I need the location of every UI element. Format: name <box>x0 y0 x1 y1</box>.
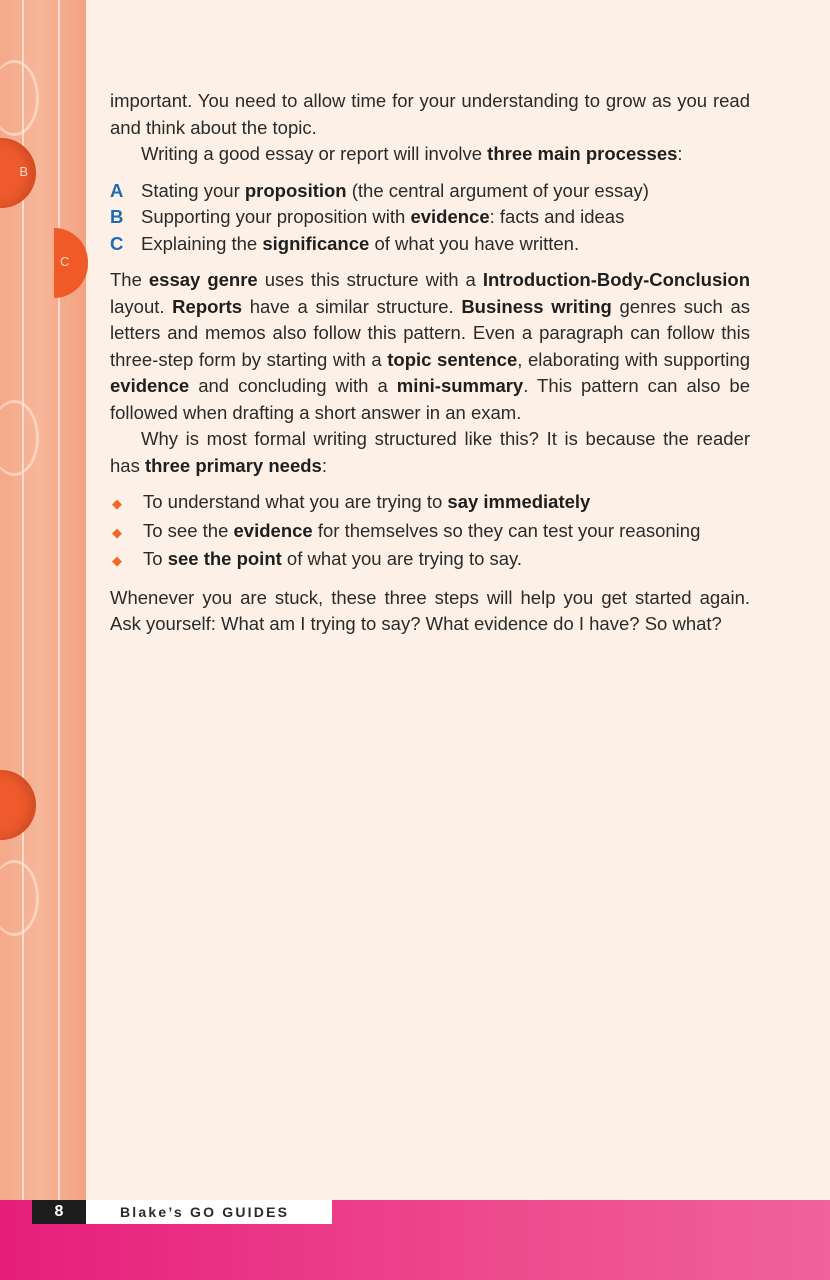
paragraph: The essay genre uses this structure with a Introduction-Body-Conclusion layout. Reports have a similar structure. Business writing genres such as letters and memos also follow this pattern. Even a paragraph can follow this three-step form by starting with a topic sentence, elaborating with supporting evidence and concluding with a mini-summary. This pattern can also be followed when drafting a short answer in an exam. <box>110 269 751 423</box>
decorative-tab-strip <box>0 0 86 1200</box>
paragraph: Why is most formal writing structured like this? It is because the reader has three primary needs: <box>110 428 750 476</box>
strip-ring <box>0 60 39 136</box>
list-item: ◆ To see the evidence for themselves so they can test your reasoning <box>110 518 750 547</box>
page-number: 8 <box>32 1200 86 1224</box>
page-body <box>110 88 750 638</box>
paragraph: important. You need to allow time for your understanding to grow as you read and think about the topic. <box>110 90 750 138</box>
strip-line <box>58 0 60 1200</box>
step-letter: A <box>110 179 124 201</box>
list-item: C Explaining the significance of what you have written. <box>110 231 750 258</box>
index-tab <box>0 770 36 840</box>
index-tab-b: B <box>0 138 36 208</box>
needs-list <box>110 489 750 575</box>
strip-ring <box>0 400 39 476</box>
step-list <box>110 178 750 258</box>
series-title: Blake’s GO GUIDES <box>86 1200 332 1224</box>
list-item: ◆ To understand what you are trying to say immediately <box>110 489 750 518</box>
diamond-bullet-icon: ◆ <box>112 553 122 568</box>
index-tab-c: C <box>54 228 88 298</box>
step-letter: C <box>110 232 124 254</box>
strip-ring <box>0 860 39 936</box>
diamond-bullet-icon: ◆ <box>112 524 122 540</box>
list-item: B Supporting your proposition with evidence: facts and ideas <box>110 204 750 231</box>
paragraph: Whenever you are stuck, these three steps will help you get started again. Ask yourself: What am I trying to say? What evidence do I have? So what? <box>110 586 750 634</box>
paragraph: Writing a good essay or report will involve three main processes: <box>141 143 683 164</box>
list-item: A Stating your proposition (the central argument of your essay) <box>110 178 750 205</box>
page-footer <box>0 1200 830 1280</box>
step-letter: B <box>110 206 124 227</box>
list-item: ◆ To see the point of what you are trying to say. <box>110 546 750 575</box>
diamond-bullet-icon: ◆ <box>112 496 122 511</box>
